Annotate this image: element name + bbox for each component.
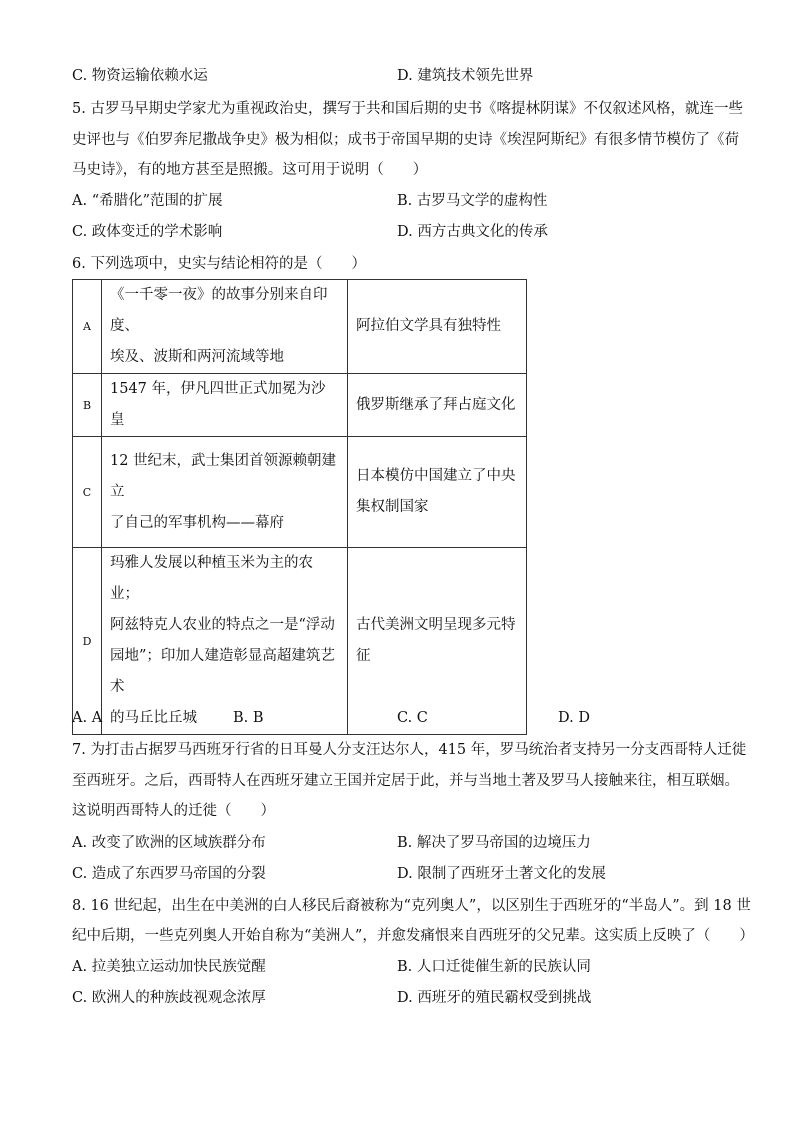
q5-option-c: C. 政体变迁的学术影响 xyxy=(72,224,223,240)
row-fact xyxy=(102,280,348,374)
fact-line: 12 世纪末，武士集团首领源赖朝建立 xyxy=(110,452,337,500)
q6-option-d: D. D xyxy=(558,710,590,726)
conclusion-line: 集权制国家 xyxy=(356,499,429,515)
q8-option-c: C. 欧洲人的种族歧视观念浓厚 xyxy=(72,990,266,1006)
table-row xyxy=(73,374,527,437)
row-fact xyxy=(102,548,348,735)
q6-stem: 6. 下列选项中，史实与结论相符的是（ ） xyxy=(72,256,366,272)
q5-stem-line-3: 马史诗》，有的地方甚至是照搬。这可用于说明（ ） xyxy=(72,162,428,178)
table-row xyxy=(73,437,527,548)
q7-option-a: A. 改变了欧洲的区域族群分布 xyxy=(72,835,266,851)
q8-option-b: B. 人口迁徙催生新的民族认同 xyxy=(397,959,591,975)
q7-option-c: C. 造成了东西罗马帝国的分裂 xyxy=(72,866,266,882)
q6-option-b: B. B xyxy=(233,710,264,726)
q8-option-a: A. 拉美独立运动加快民族觉醒 xyxy=(72,959,266,975)
row-letter: A xyxy=(73,280,102,374)
table-row xyxy=(73,548,527,735)
row-letter: D xyxy=(73,548,102,735)
fact-line: 玛雅人发展以种植玉米为主的农业； xyxy=(110,555,313,602)
row-fact xyxy=(102,374,348,437)
q8-option-d: D. 西班牙的殖民霸权受到挑战 xyxy=(397,990,592,1006)
row-conclusion xyxy=(348,437,527,548)
prev-option-d: D. 建筑技术领先世界 xyxy=(397,68,534,84)
conclusion-line: 征 xyxy=(356,648,371,664)
q5-option-d: D. 西方古典文化的传承 xyxy=(397,224,548,240)
q7-option-d: D. 限制了西班牙土著文化的发展 xyxy=(397,866,606,882)
q8-stem-line-1: 8. 16 世纪起，出生在中美洲的白人移民后裔被称为“克列奥人”，以区别生于西班牙的“半岛人”。到 18 世 xyxy=(72,898,751,914)
q5-stem-line-2: 史评也与《伯罗奔尼撒战争史》极为相似；成书于帝国早期的史诗《埃涅阿斯纪》有很多情节模仿了《荷 xyxy=(72,132,739,148)
q7-option-b: B. 解决了罗马帝国的边境压力 xyxy=(397,835,591,851)
fact-line: 埃及、波斯和两河流域等地 xyxy=(110,349,284,365)
conclusion-line: 阿拉伯文学具有独特性 xyxy=(356,318,501,334)
q5-option-b: B. 古罗马文学的虚构性 xyxy=(397,193,548,209)
q7-stem-line-3: 这说明西哥特人的迁徙（ ） xyxy=(72,803,275,819)
q8-stem-line-2: 纪中后期，一些克列奥人开始自称为“美洲人”，并愈发痛恨来自西班牙的父兄辈。这实质上反映了（ ） xyxy=(72,928,754,944)
q5-option-a: A. “希腊化”范围的扩展 xyxy=(72,193,223,209)
row-conclusion xyxy=(348,374,527,437)
fact-line: 的马丘比丘城 xyxy=(110,710,197,726)
row-letter: C xyxy=(73,437,102,548)
conclusion-line: 俄罗斯继承了拜占庭文化 xyxy=(356,396,516,413)
q6-option-a: A. A xyxy=(72,710,103,726)
fact-line: 《一千零一夜》的故事分别来自印度、 xyxy=(110,287,328,334)
row-letter: B xyxy=(73,374,102,437)
fact-line: 阿兹特克人农业的特点之一是“浮动 xyxy=(110,617,335,633)
row-conclusion xyxy=(348,548,527,735)
table-row xyxy=(73,280,527,374)
q7-stem-line-2: 至西班牙。之后，西哥特人在西班牙建立王国并定居于此，并与当地土著及罗马人接触来往，相互联姻。 xyxy=(72,773,739,789)
q6-option-c: C. C xyxy=(397,710,428,726)
prev-option-c: C. 物资运输依赖水运 xyxy=(72,68,208,84)
fact-line: 了自己的军事机构——幕府 xyxy=(110,514,284,531)
q7-stem-line-1: 7. 为打击占据罗马西班牙行省的日耳曼人分支汪达尔人，415 年，罗马统治者支持另一分支西哥特人迁徙 xyxy=(72,742,747,758)
fact-line: 1547 年，伊凡四世正式加冕为沙皇 xyxy=(110,381,326,428)
fact-line: 园地”；印加人建造彰显高超建筑艺术 xyxy=(110,648,335,695)
q6-table xyxy=(72,279,527,735)
conclusion-line: 古代美洲文明呈现多元特 xyxy=(356,617,516,633)
row-fact xyxy=(102,437,348,548)
q5-stem-line-1: 5. 古罗马早期史学家尤为重视政治史，撰写于共和国后期的史书《喀提林阴谋》不仅叙述风格，就连一些 xyxy=(72,101,743,117)
row-conclusion xyxy=(348,280,527,374)
conclusion-line: 日本模仿中国建立了中央 xyxy=(356,468,516,484)
